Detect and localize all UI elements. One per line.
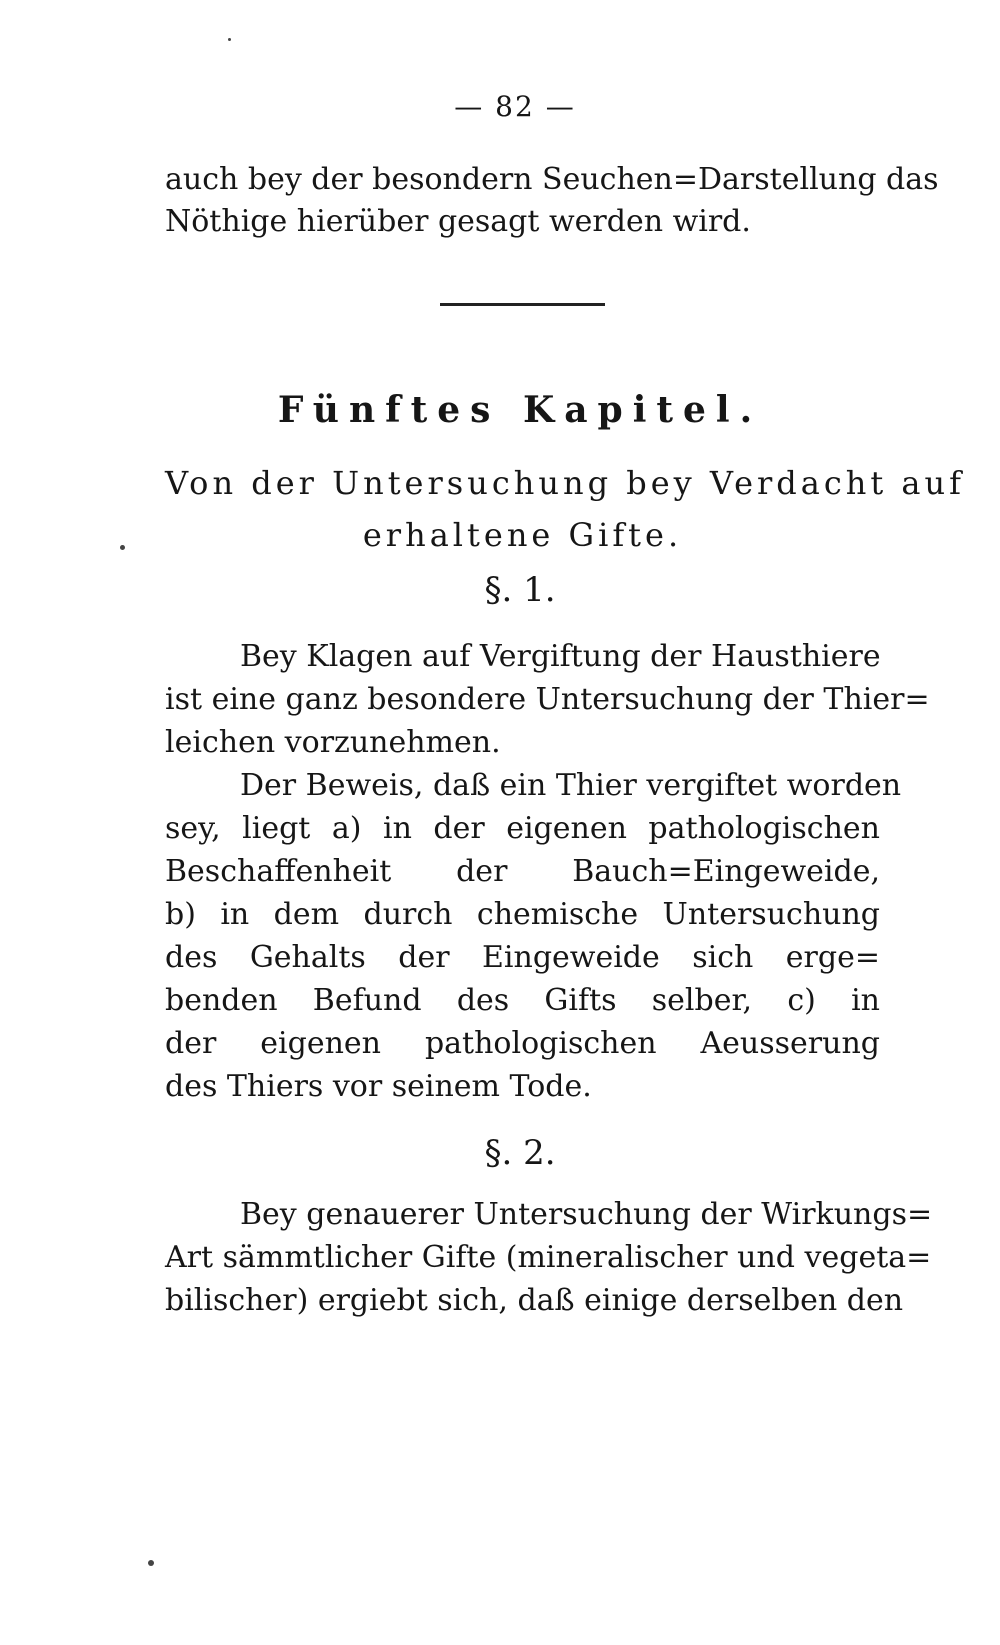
ink-speck xyxy=(228,38,231,41)
paragraph-line: des Gehalts der Eingeweide sich erge= xyxy=(165,940,880,975)
section-heading: §. 2. xyxy=(484,1133,556,1173)
chapter-subtitle-line: erhaltene Gifte. xyxy=(362,516,683,554)
section-heading: §. 1. xyxy=(484,570,556,610)
paragraph-line: Bey Klagen auf Vergiftung der Hausthiere xyxy=(240,639,881,674)
paragraph-line: der eigenen pathologischen Aeusserung xyxy=(165,1026,880,1061)
paragraph-line: ist eine ganz besondere Untersuchung der Thier= xyxy=(165,682,930,717)
paragraph-line: Beschaffenheit der Bauch=Eingeweide, xyxy=(165,854,880,889)
paragraph-line: Bey genauerer Untersuchung der Wirkungs= xyxy=(240,1197,933,1232)
paragraph-line: bilischer) ergiebt sich, daß einige derselben den xyxy=(165,1283,904,1318)
paragraph-line: b) in dem durch chemische Untersuchung xyxy=(165,897,880,932)
ink-speck xyxy=(120,545,125,550)
paragraph-line: des Thiers vor seinem Tode. xyxy=(165,1069,592,1104)
carryover-line: auch bey der besondern Seuchen=Darstellung das xyxy=(165,162,939,197)
chapter-subtitle-line: Von der Untersuchung bey Verdacht auf xyxy=(165,464,965,502)
paragraph-line: Der Beweis, daß ein Thier vergiftet worden xyxy=(240,768,902,803)
ink-speck xyxy=(148,1560,154,1566)
section-divider xyxy=(440,303,605,306)
page-number-header: — 82 — xyxy=(454,90,576,123)
paragraph-line: Art sämmtlicher Gifte (mineralischer und vegeta= xyxy=(165,1240,932,1275)
chapter-title: Fünftes Kapitel. xyxy=(277,389,763,431)
paragraph-line: leichen vorzunehmen. xyxy=(165,725,501,760)
paragraph-line: benden Befund des Gifts selber, c) in xyxy=(165,983,880,1018)
paragraph-line: sey, liegt a) in der eigenen pathologischen xyxy=(165,811,880,846)
carryover-line: Nöthige hierüber gesagt werden wird. xyxy=(165,204,751,239)
